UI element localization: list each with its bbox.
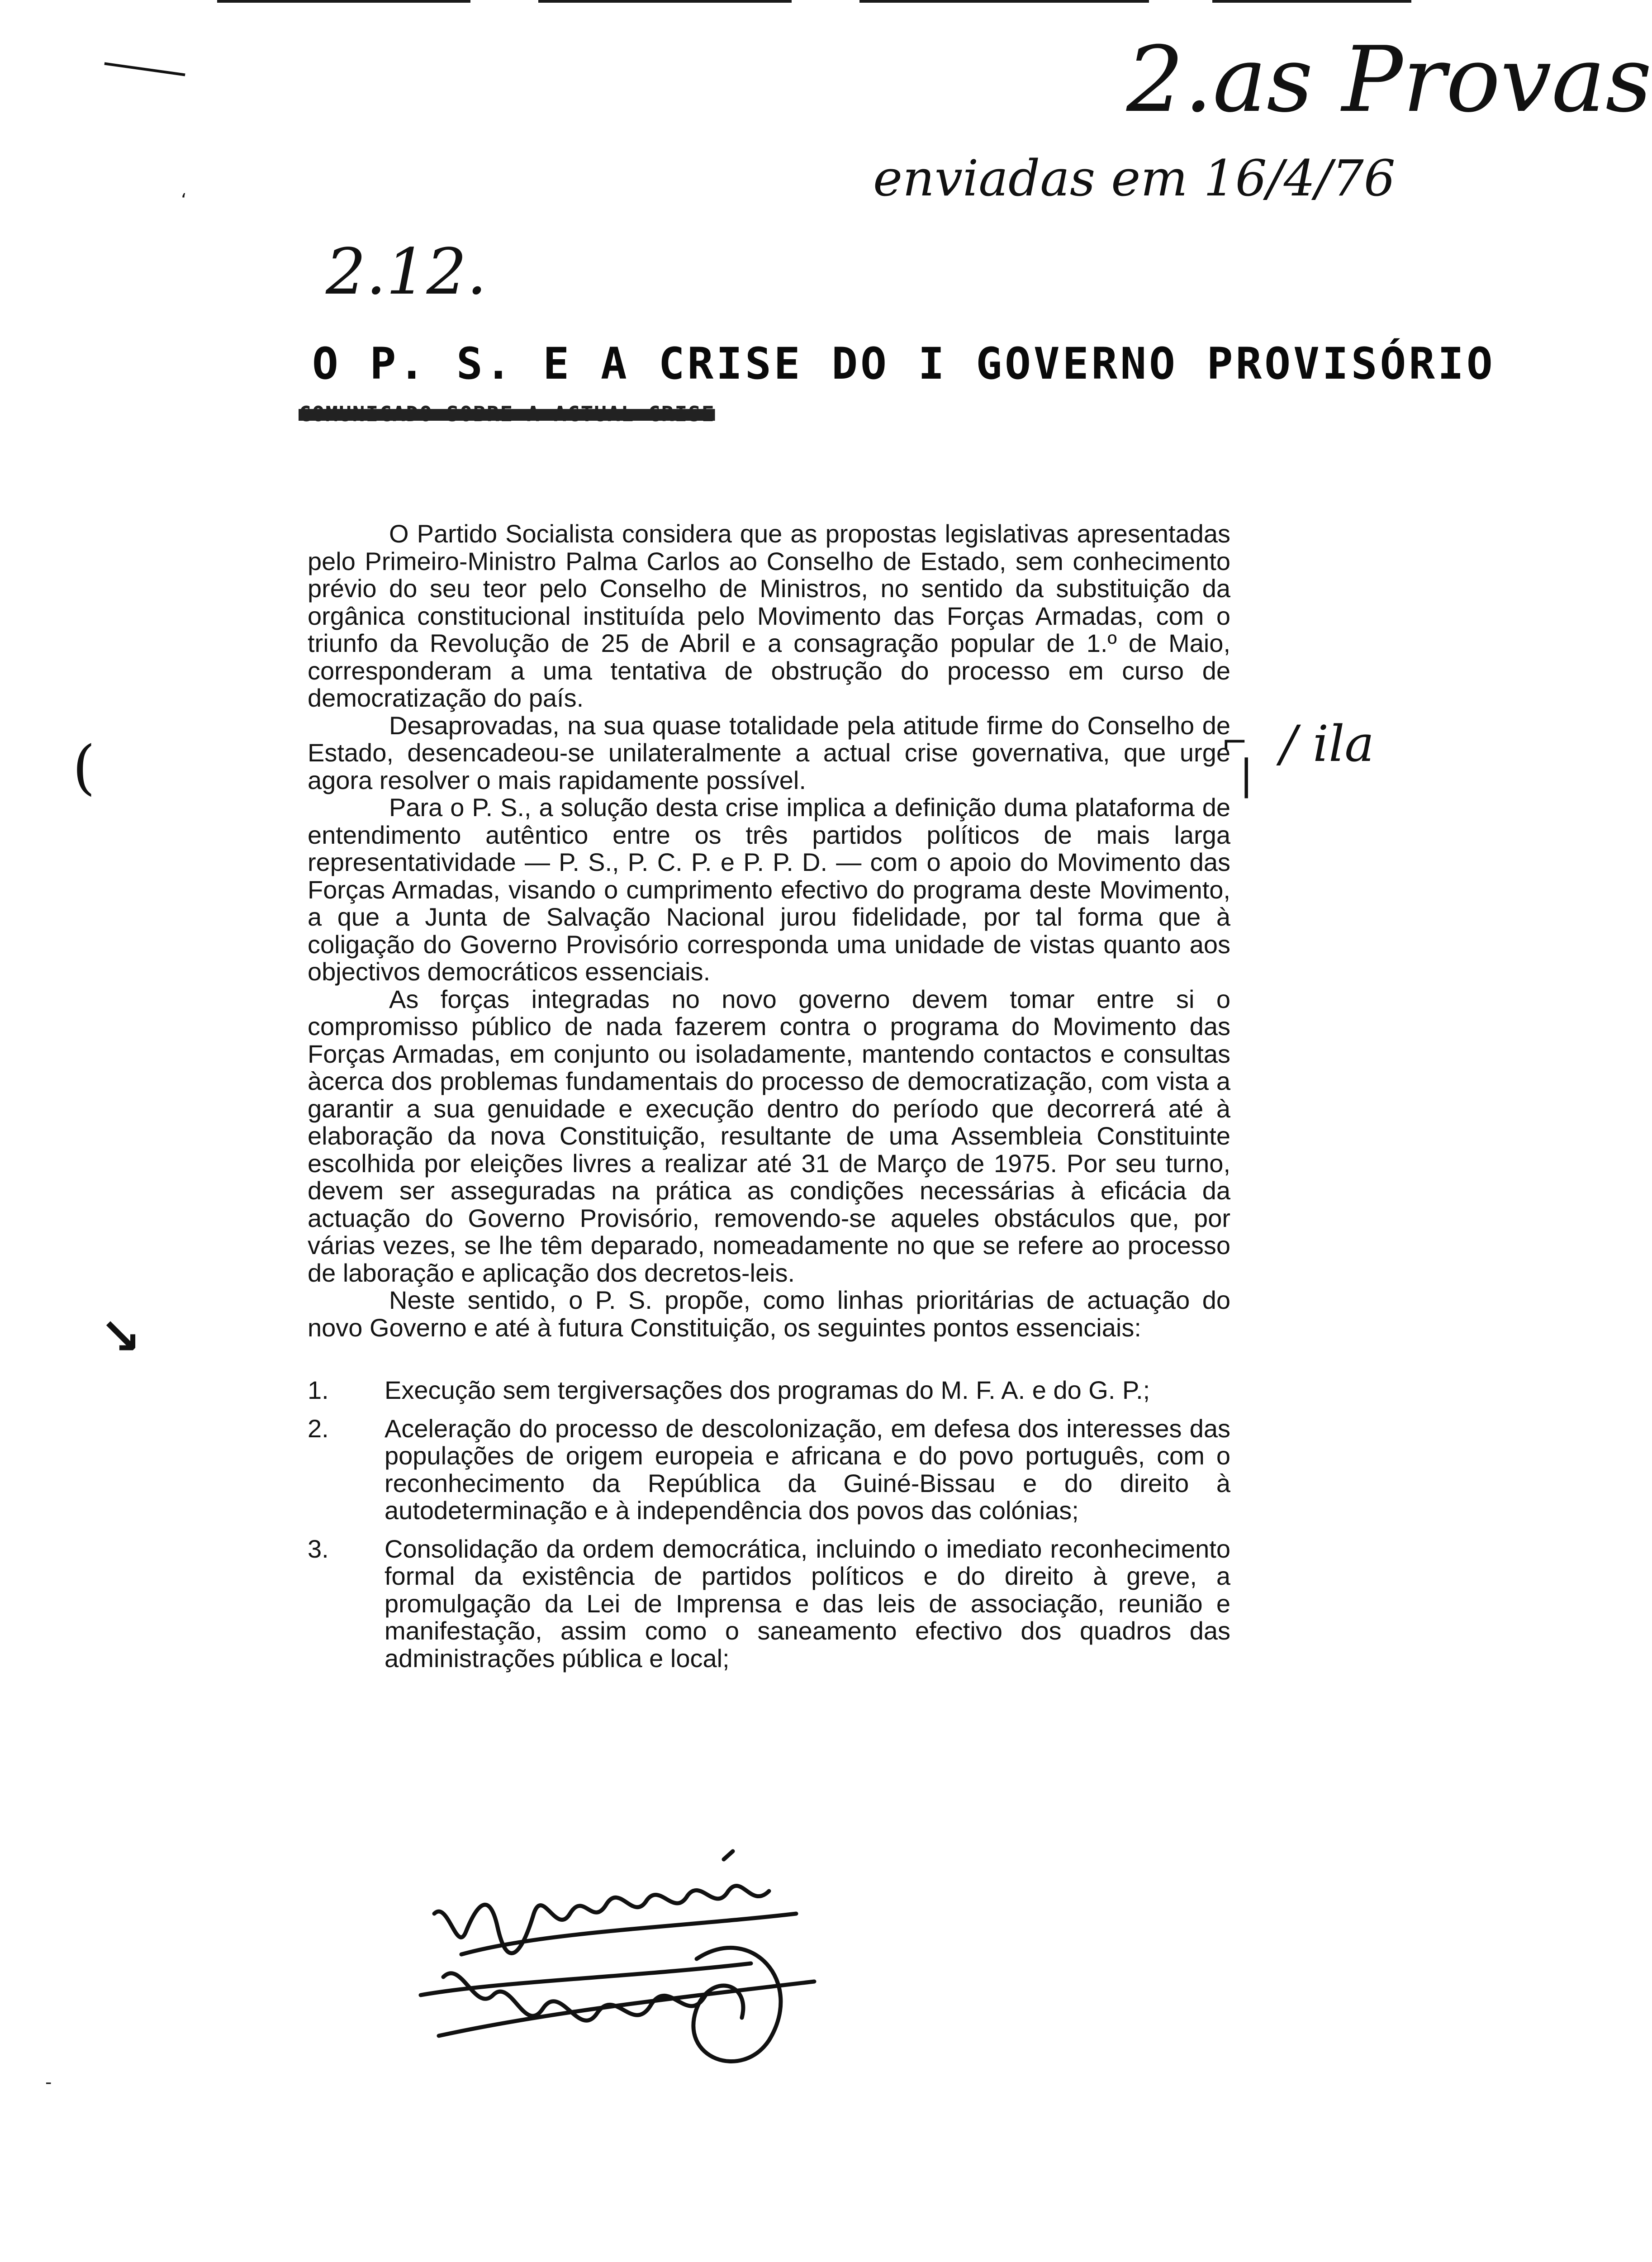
- margin-mark-hook: ↘: [100, 1307, 142, 1365]
- paragraph: Neste sentido, o P. S. propõe, como linhas prioritárias de actuação do novo Governo e até à futura Constituição, os seguintes pontos essenciais:: [308, 1286, 1230, 1342]
- list-item: [308, 1535, 1230, 1673]
- top-edge-line: [1212, 0, 1411, 3]
- margin-mark-dash: [104, 62, 185, 76]
- paragraph: Desaprovadas, na sua quase totalidade pela atitude firme do Conselho de Estado, desencadeou-se unilateralmente a actual crise governativa, que urge agora resolver o mais rapidamente possível.: [308, 711, 1230, 794]
- list-item: [308, 1377, 1230, 1404]
- margin-mark-dot: ‘: [181, 190, 187, 211]
- list-item-text: Consolidação da ordem democrática, incluindo o imediato reconhecimento formal da existência de partidos políticos e do direito à greve, a promulgação da Lei de Imprensa e das leis de associação, reunião e manifestação, assim como o saneamento efectivo dos quadros das administrações pública e local;: [385, 1534, 1230, 1673]
- list-item: [308, 1415, 1230, 1525]
- top-edge-line: [538, 0, 792, 3]
- list-item-text: Aceleração do processo de descolonização, em defesa dos interesses das populações de origem europeia e africana e do povo português, com o reconhecimento da República da Guiné-Bissau e do direito à autodeterminação e à independência dos povos das colónias;: [385, 1414, 1230, 1525]
- handwritten-margin-note: / ila: [1280, 715, 1374, 773]
- proof-correction-mark: ⌐: [1221, 724, 1248, 761]
- document-body: [308, 520, 1230, 1683]
- struck-out-subtitle: COMUNICADO SOBRE A ACTUAL CRISE: [299, 402, 715, 426]
- proof-correction-bracket: |: [1239, 751, 1253, 798]
- top-edge-line: [859, 0, 1149, 3]
- handwritten-sent-date-note: enviadas em 16/4/76: [873, 149, 1396, 207]
- list-item-number: 2.: [308, 1414, 329, 1443]
- paragraph: O Partido Socialista considera que as propostas legislativas apresentadas pelo Primeiro-Ministro Palma Carlos ao Conselho de Estado, sem conhecimento prévio do seu teor pelo Conselho de Ministros, no sentido da substituição da orgânica constitucional instituída pelo Movimento das Forças Armadas, com o triunfo da Revolução de 25 de Abril e a consagração popular de 1.º de Maio, corresponderam a uma tentativa de obstrução do processo em curso de democratização do país.: [308, 519, 1230, 712]
- paragraph: As forças integradas no novo governo devem tomar entre si o compromisso público de nada fazerem contra o programa do Movimento das Forças Armadas, em conjunto ou isoladamente, mantendo contactos e consultas àcerca dos problemas fundamentais do processo de democratização, com vista a garantir a sua genuidade e execução dentro do período que decorrerá até à elaboração da nova Constituição, resultante de uma Assembleia Constituinte escolhida por eleições livres a realizar até 31 de Março de 1975. Por seu turno, devem ser asseguradas na prática as condições necessárias à eficácia da actuação do Governo Provisório, removendo-se aqueles obstáculos que, por várias vezes, se lhe têm deparado, nomeadamente no que se refere ao processo de laboração e aplicação dos decretos-leis.: [308, 984, 1230, 1287]
- paragraph: Para o P. S., a solução desta crise implica a definição duma plataforma de entendimento autêntico entre os três partidos políticos de mais larga representatividade — P. S., P. C. P. e P. P. D. — com o apoio do Movimento das Forças Armadas, visando o cumprimento efectivo do programa deste Movimento, a que a Junta de Salvação Nacional jurou fidelidade, por tal forma que à coligação do Governo Provisório corresponda uma unidade de vistas quanto aos objectivos democráticos essenciais.: [308, 793, 1230, 986]
- handwritten-section-number: 2.12.: [326, 235, 487, 309]
- priority-points-list: [308, 1377, 1230, 1672]
- margin-bracket-left: (: [72, 733, 95, 802]
- document-title: O P. S. E A CRISE DO I GOVERNO PROVISÓRIO: [312, 338, 1495, 389]
- top-edge-line: [217, 0, 470, 3]
- handwritten-provas-note: 2.as Provas: [1126, 27, 1652, 133]
- handwritten-signature: [407, 1846, 859, 2099]
- list-item-number: 3.: [308, 1534, 329, 1563]
- margin-mark-small: -: [45, 2072, 52, 2093]
- list-item-number: 1.: [308, 1376, 329, 1404]
- list-item-text: Execução sem tergiversações dos programas do M. F. A. e do G. P.;: [385, 1376, 1150, 1404]
